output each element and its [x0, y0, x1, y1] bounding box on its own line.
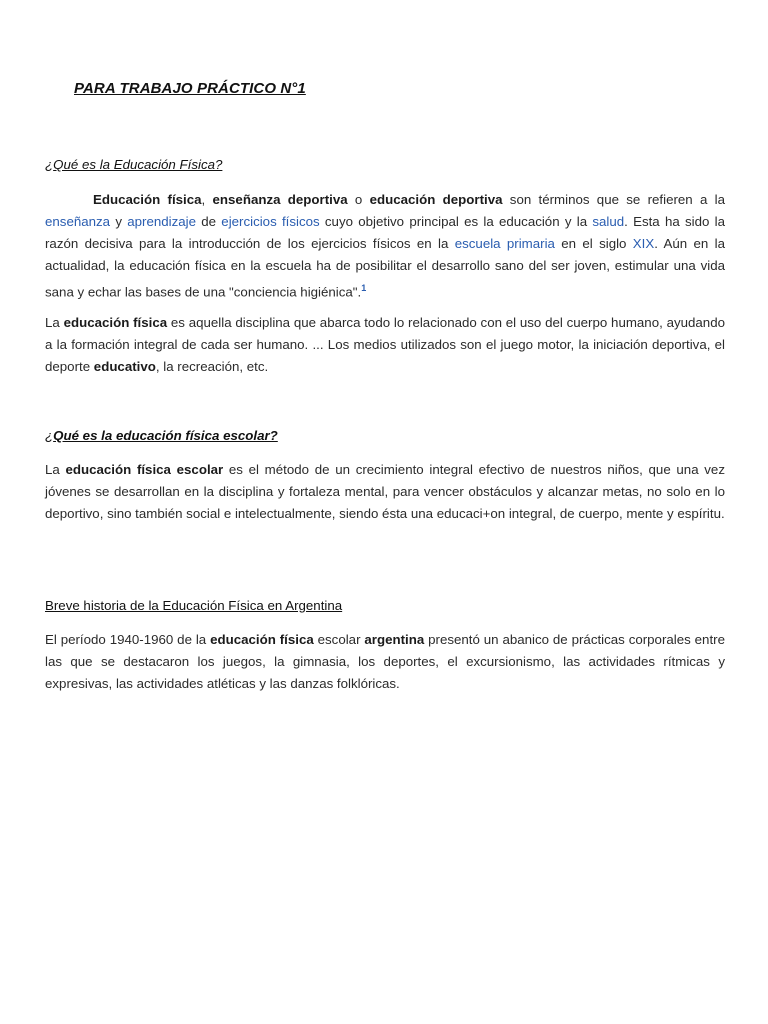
link-salud[interactable]: salud [592, 214, 625, 229]
heading-text: Qué es la educación física escolar? [53, 428, 278, 443]
text-run: y [110, 214, 128, 229]
text-run: escolar [313, 632, 365, 647]
paragraph-escolar [45, 459, 725, 525]
section-heading-breve-historia: Breve historia de la Educación Física en Argentina [45, 598, 343, 613]
text-run: La [45, 462, 66, 477]
paragraph-definition [45, 189, 725, 303]
heading-prefix: ¿ [45, 157, 54, 172]
bold-term: educación física escolar [65, 462, 224, 477]
text-run: . Aún en la actualidad, la educación física en la escuela ha de posibilitar el desarrollo sano del ser joven, estimular una vida sana y echar las bases de una "conciencia higiénica". [45, 236, 725, 300]
text-run: o [347, 192, 370, 207]
bold-term: educación física [63, 315, 168, 330]
text-run: en el siglo [554, 236, 633, 251]
link-siglo-xix[interactable]: XIX [632, 236, 655, 251]
text-run: son términos que se refieren a la [502, 192, 725, 207]
section-heading-que-es-educacion-fisica [45, 157, 222, 172]
bold-term: educativo [93, 359, 156, 374]
text-run: La [45, 315, 64, 330]
bold-term: Educación física [93, 192, 202, 207]
link-aprendizaje[interactable]: aprendizaje [127, 214, 196, 229]
paragraph-historia [45, 629, 725, 695]
text-run: El período 1940-1960 de la [45, 632, 211, 647]
bold-term: educación deportiva [369, 192, 503, 207]
text-run: , la recreación, etc. [155, 359, 269, 374]
text-run: cuyo objetivo principal es la educación y la [319, 214, 593, 229]
bold-term: educación física [210, 632, 314, 647]
link-ensenanza[interactable]: enseñanza [45, 214, 111, 229]
text-run: . Esta ha sido la razón decisiva para la introducción de los ejercicios físicos en la [45, 214, 725, 251]
paragraph-disciplina [45, 312, 725, 378]
section-heading-educacion-fisica-escolar [45, 428, 278, 443]
text-run: es el método de un crecimiento integral efectivo de nuestros niños, que una vez jóvenes se desarrollan en la disciplina y fortaleza mental, para vencer obstáculos y alcanzar metas, no solo en lo deportivo, sino también social e intelectualmente, siendo ésta una educaci+on integral, de cuerpo, mente y espíritu. [45, 462, 725, 521]
heading-prefix: ¿ [45, 428, 54, 443]
text-run: de [196, 214, 222, 229]
text-run: presentó un abanico de prácticas corporales entre las que se destacaron los juegos, la gimnasia, los deportes, el excursionismo, las actividades rítmicas y expresivas, las actividades atléticas y las danzas folklóricas. [45, 632, 725, 691]
bold-term: enseñanza deportiva [212, 192, 348, 207]
bold-term: argentina [364, 632, 425, 647]
heading-text: Qué es la Educación Física? [53, 157, 223, 172]
document-title: PARA TRABAJO PRÁCTICO N°1 [74, 80, 306, 97]
link-ejercicios-fisicos[interactable]: ejercicios físicos [221, 214, 320, 229]
link-escuela-primaria[interactable]: escuela primaria [454, 236, 555, 251]
text-run: , [201, 192, 213, 207]
text-run: es aquella disciplina que abarca todo lo relacionado con el uso del cuerpo humano, ayudando a la formación integral de cada ser humano. ... Los medios utilizados son el juego motor, la iniciación deportiva, el deporte [45, 315, 725, 374]
footnote-reference[interactable]: 1 [361, 283, 367, 293]
